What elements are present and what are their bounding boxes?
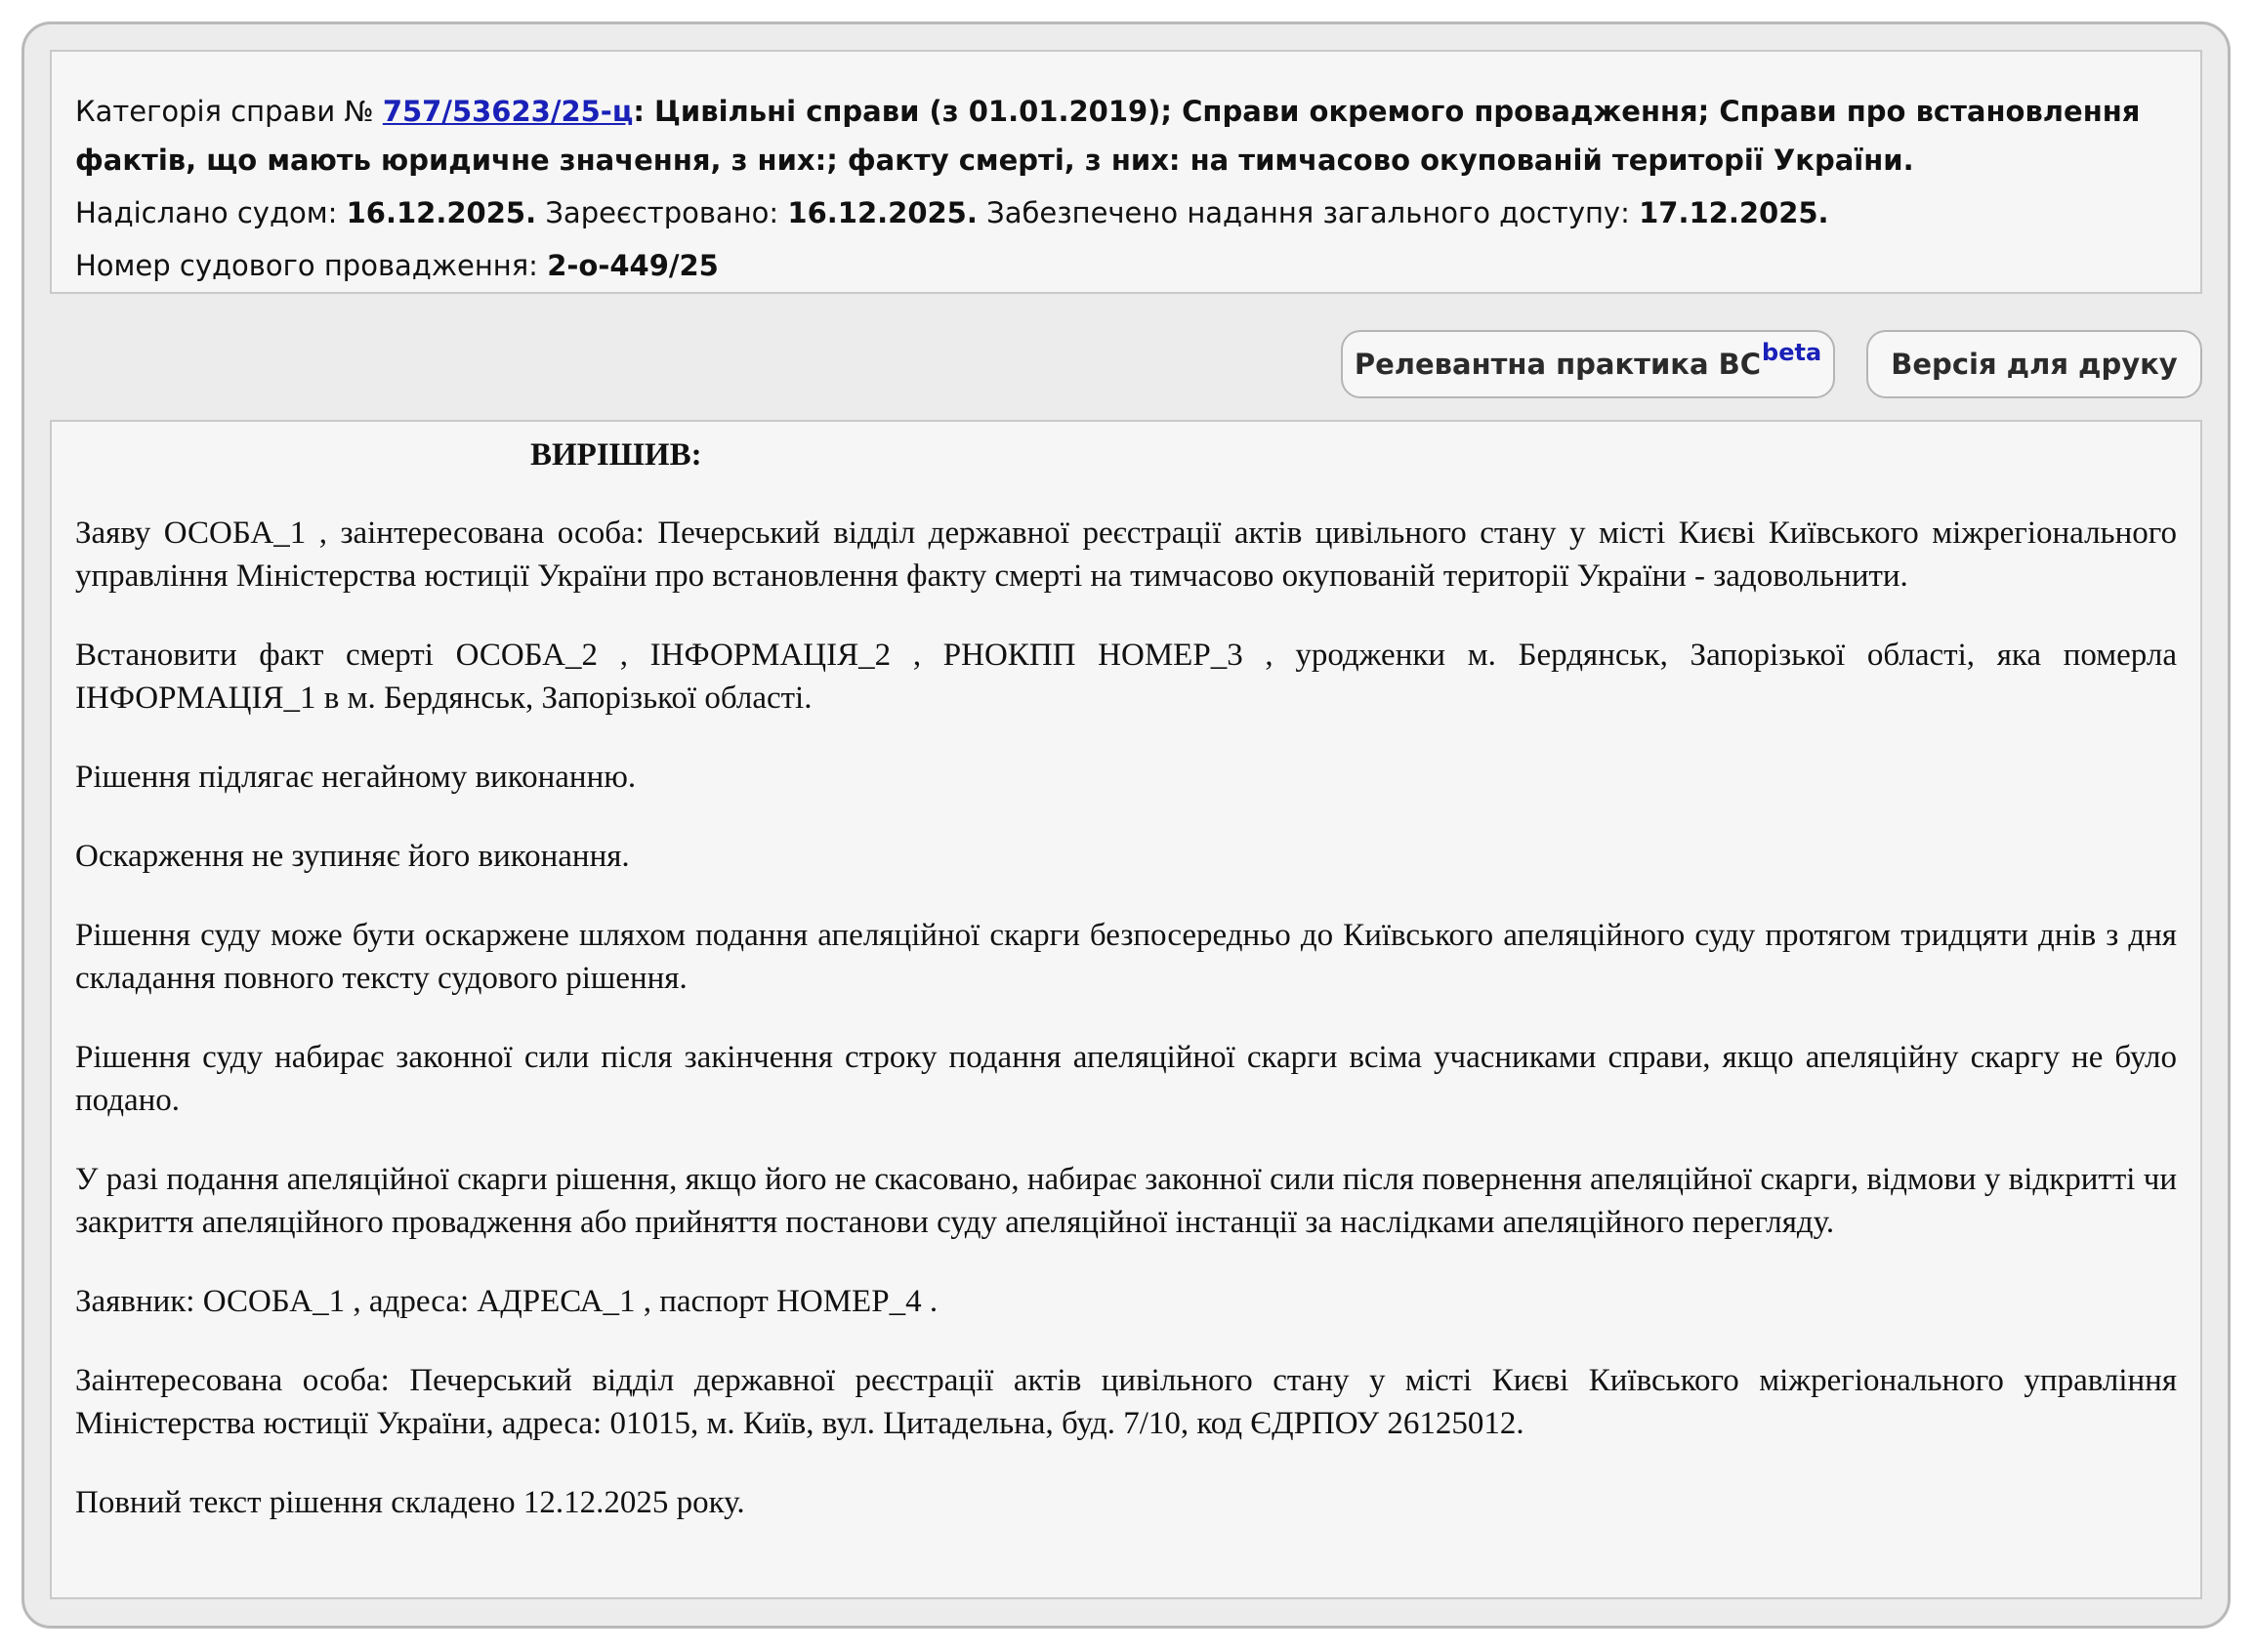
proceeding-number: 2-о-449/25 [547,249,719,282]
decision-paragraph: Рішення суду може бути оскаржене шляхом подання апеляційної скарги безпосередньо до Київського апеляційного суду протягом тридцяти днів з дня складання повного тексту судового рішення. [75,918,2177,996]
category-text: : Цивільні справи (з 01.01.2019); Справи окремого провадження; Справи про встановлення [633,95,2141,128]
decision-paragraph: Повний текст рішення складено 12.12.2025 року. [75,1485,745,1520]
print-version-label: Версія для друку [1891,348,2178,381]
sent-label: Надіслано судом: [75,196,347,229]
case-info-panel [50,50,2202,294]
decision-paragraph: Оскарження не зупиняє його виконання. [75,839,630,874]
case-dates-line [75,190,2177,235]
case-number-link[interactable]: 757/53623/25-ц [382,95,634,128]
relevant-practice-button[interactable] [1341,330,1835,398]
decision-paragraph: Заявник: ОСОБА_1 , адреса: АДРЕСА_1 , паспорт НОМЕР_4 . [75,1284,939,1319]
registered-label: Зареєстровано: [536,196,788,229]
category-text-cont: фактів, що мають юридичне значення, з них:; факту смерті, з них: на тимчасово окупованій території України. [75,144,1914,177]
decision-paragraph: Заяву ОСОБА_1 , заінтересована особа: Печерський відділ державної реєстрації актів цивільного стану у місті Києві Київського міжрегіонального управління Міністерства юстиції України про встановлення факту смерті на тимчасово окупованій території України - задовольнити. [75,516,2177,594]
decision-paragraph: Рішення підлягає негайному виконанню. [75,760,637,795]
access-date: 17.12.2025. [1639,196,1829,229]
proceeding-label: Номер судового провадження: [75,249,548,282]
registered-date: 16.12.2025. [787,196,978,229]
decision-paragraph: Рішення суду набирає законної сили після закінчення строку подання апеляційної скарги всіма учасниками справи, якщо апеляційну скаргу не було подано. [75,1040,2177,1118]
case-category-line [75,89,2177,134]
decision-text-panel [50,420,2202,1599]
category-prefix: Категорія справи № [75,95,383,128]
decision-paragraph: Встановити факт смерті ОСОБА_2 , ІНФОРМАЦІЯ_2 , РНОКПП НОМЕР_3 , уродженки м. Бердянськ, Запорізької області, яка померла ІНФОРМАЦІЯ_1 в м. Бердянськ, Запорізької області. [75,638,2177,716]
decision-paragraphs [75,512,2177,1560]
proceeding-number-line [75,243,2177,288]
decision-paragraph: У разі подання апеляційної скарги рішення, якщо його не скасовано, набирає законної сили після повернення апеляційної скарги, відмови у відкритті чи закриття апеляційного провадження або прийняття постанови суду апеляційної інстанції за наслідками апеляційного перегляду. [75,1162,2177,1240]
relevant-practice-label: Релевантна практика ВС [1354,348,1762,381]
decision-title: ВИРІШИВ: [530,437,702,473]
beta-badge: beta [1762,339,1822,366]
sent-date: 16.12.2025. [346,196,537,229]
print-version-button[interactable] [1866,330,2202,398]
page-frame [21,21,2231,1629]
access-label: Забезпечено надання загального доступу: [977,196,1640,229]
case-category-line-cont [75,138,2177,183]
decision-paragraph: Заінтересована особа: Печерський відділ державної реєстрації актів цивільного стану у місті Києві Київського міжрегіонального управління Міністерства юстиції України, адреса: 01015, м. Київ, вул. Цитадельна, буд. 7/10, код ЄДРПОУ 26125012. [75,1363,2177,1441]
